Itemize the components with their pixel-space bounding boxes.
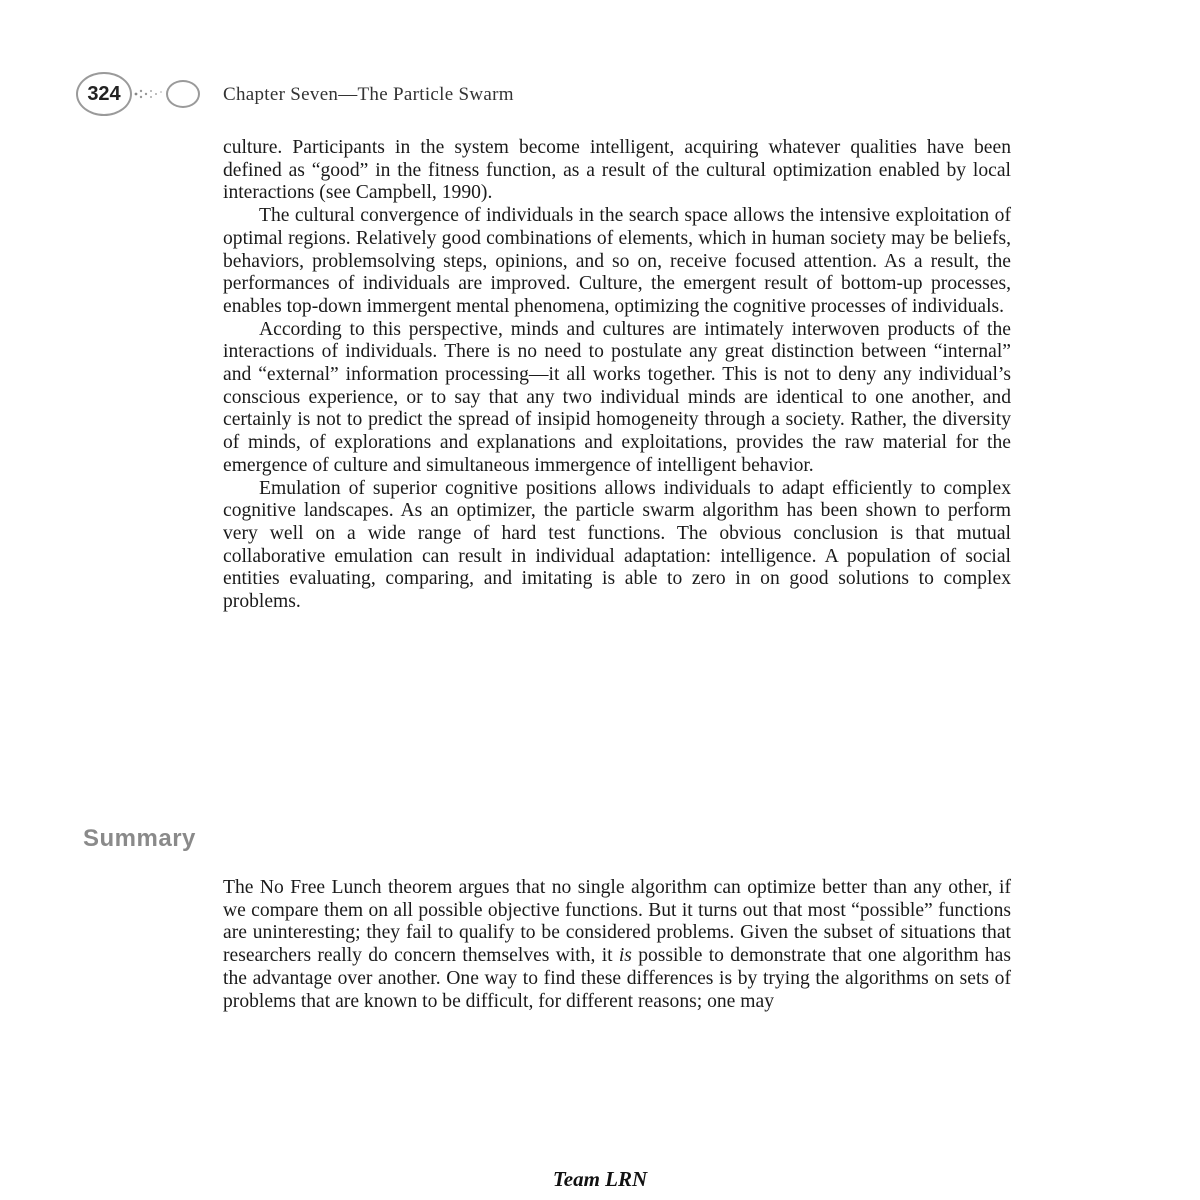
footer-mark: Team LRN: [552, 1167, 648, 1191]
emphasis: is: [618, 945, 632, 967]
summary-text-part-1: The No Free Lunch theorem argues that no single algorithm can optimize better than any other, if we compare them on all possible objective functions. But it turns out that most “possible” functions are uninteresting; they fail to qualify to be considered problems. Given the subset of situations that researchers really do concern themselves with, it: [223, 877, 1011, 967]
page-number: 324: [87, 82, 121, 105]
decorative-circle-icon: [166, 80, 200, 108]
running-head: Chapter Seven—The Particle Swarm: [223, 84, 514, 105]
page-number-badge: [76, 72, 132, 116]
paragraph: The cultural convergence of individuals in the search space allows the intensive exploitation of optimal regions. Relatively good combinations of elements, which in human society may be beliefs, behaviors, problemsolving steps, opinions, and so on, receive focused attention. As a result, the performances of individuals are improved. Culture, the emergent result of bottom-up processes, enables top-down immergent mental phenomena, optimizing the cognitive processes of individuals.: [223, 205, 1011, 317]
paragraph: Emulation of superior cognitive positions allows individuals to adapt efficiently to complex cognitive landscapes. As an optimizer, the particle swarm algorithm has been shown to perform very well on a wide range of hard test functions. The obvious conclusion is that mutual collaborative emulation can result in individual adaptation: intelligence. A population of social entities evaluating, comparing, and imitating is able to zero in on good solutions to complex problems.: [223, 477, 1011, 613]
body-text: [223, 137, 1011, 614]
paragraph: According to this perspective, minds and cultures are intimately interwoven products of the interactions of individuals. There is no need to postulate any great distinction between “internal” and “external” information processing—it all works together. This is not to deny any individual’s conscious experience, or to say that any two individual minds are identical to one another, and certainly is not to predict the spread of insipid homogeneity through a society. Rather, the diversity of minds, of explorations and explanations and exploitations, provides the raw material for the emergence of culture and simultaneous immergence of intelligent behavior.: [223, 318, 1011, 476]
paragraph: [223, 877, 1011, 1013]
summary-text: [223, 877, 1011, 1013]
dotted-connector-icon: [133, 87, 167, 101]
section-heading: Summary: [83, 825, 196, 852]
paragraph: culture. Participants in the system become intelligent, acquiring whatever qualities have been defined as “good” in the fitness function, as a result of the cultural optimization enabled by local interactions (see Campbell, 1990).: [223, 137, 1011, 204]
summary-text-part-2: possible to demonstrate that one algorithm has the advantage over another. One way to find these differences is by trying the algorithms on sets of problems that are known to be difficult, for different reasons; one may: [223, 945, 1011, 1012]
